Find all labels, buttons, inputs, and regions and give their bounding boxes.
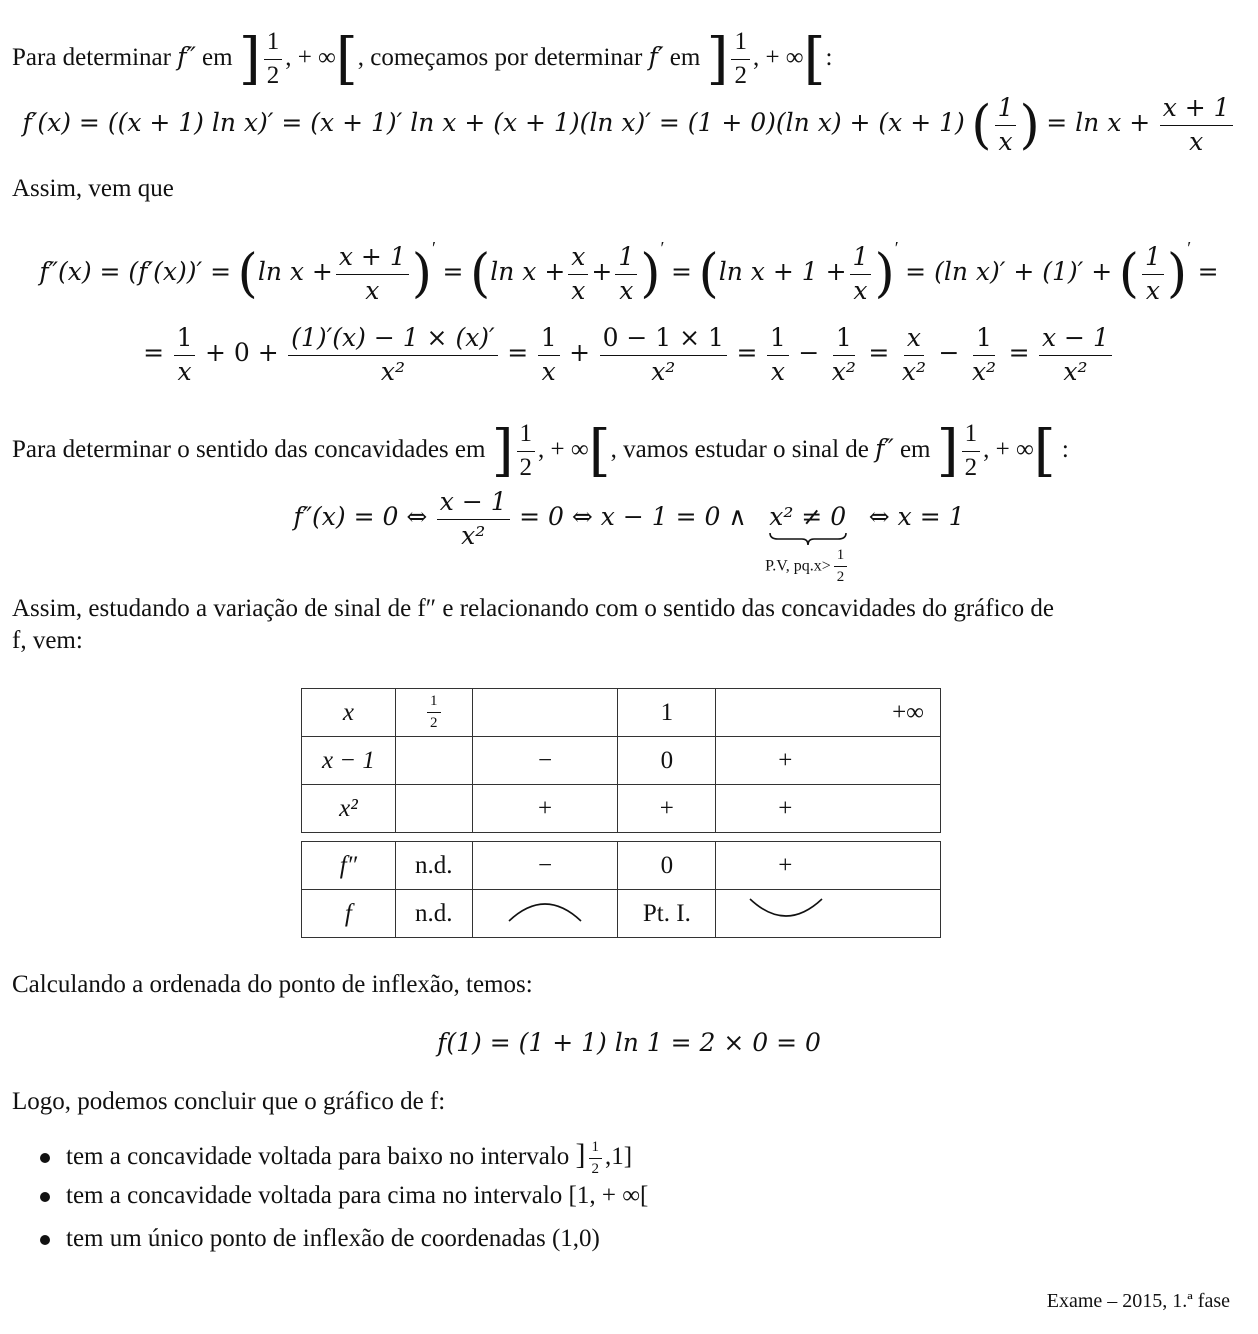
variation-line2: f, vem: — [12, 627, 83, 654]
ordinate-paragraph: Calculando a ordenada do ponto de inflexão, temos: — [12, 971, 533, 998]
intro-text-c: , começamos por determinar — [357, 43, 643, 71]
equation-zero-of-f2: f″(x) = 0 ⇔ $\frac{x - 1}{\text{x²}}$ = 0 ⇔ x − 1 = 0 ∧ x² ≠ 0 P.V, pq.x> $\frac{1}{2}$ ⇔ x = 1 — [293, 487, 965, 586]
intro-text-d: em — [669, 43, 701, 71]
intro-paragraph: Para determinar f″ em ] $\frac{1}{2}$ , + ∞[, começamos por determinar f′ em ] $\frac{1}{2}$ , + ∞[: — [12, 26, 833, 92]
list-item: tem a concavidade voltada para cima no intervalo [1, + ∞[ — [40, 1182, 648, 1210]
equation-f-of-1: f(1) = (1 + 1) ln 1 = 2 × 0 = 0 — [437, 1028, 821, 1057]
table-row: x − 1 − 0 + — [302, 737, 941, 785]
interval-half-2: $\frac{1}{2}$ — [731, 28, 750, 91]
interval-inf-2: , + ∞ — [752, 43, 804, 71]
conclusion-paragraph: Logo, podemos concluir que o gráfico de f: — [12, 1088, 446, 1115]
bullet-icon — [40, 1235, 50, 1245]
concave-down-icon — [505, 895, 585, 925]
underbrace: x² ≠ 0 P.V, pq.x> $\frac{1}{2}$ — [765, 502, 847, 586]
table-row: f″ n.d. − 0 + — [302, 842, 941, 890]
exam-source: Exame – 2015, 1.ª fase — [1046, 1290, 1230, 1312]
open-bracket: ] — [238, 26, 261, 92]
eq1-rhs: = ln x + — [1046, 108, 1151, 138]
list-item: tem um único ponto de inflexão de coordenadas (1,0) — [40, 1225, 600, 1253]
eq1-rhs-frac: $\frac{x + 1}{x}$ — [1160, 94, 1233, 157]
brace-icon — [768, 531, 848, 547]
interval-half: $\frac{1}{2}$ — [264, 28, 283, 91]
concavity-paragraph: Para determinar o sentido das concavidades em ] $\frac{1}{2}$ , + ∞[, vamos estudar o sinal de f″ em ] $\frac{1}{2}$ , + ∞[ : — [12, 418, 1069, 484]
interval-inf: , + ∞ — [285, 43, 336, 71]
close-bracket-2: [ — [803, 26, 826, 92]
close-bracket: [ — [335, 26, 358, 92]
equation-first-derivative: f′(x) = ((x + 1) ln x)′ = (x + 1)′ ln x + (x + 1)(ln x)′ = (1 + 0)(ln x) + (x + 1) ( $\frac{1}{x}$ ) = ln x + $\frac{x + 1}{x}$ — [0, 94, 1258, 157]
bullet-icon — [40, 1192, 50, 1202]
open-bracket-2: ] — [706, 26, 729, 92]
table-row: f n.d. Pt. I. — [302, 890, 941, 938]
concave-up-icon — [746, 895, 826, 925]
equation-simplification: = $\frac{1}{x}$ + 0 + $\frac{(1)'(x) - 1 \times (x)'}{\text{x²}}$ = $\frac{1}{x}$ + $\frac{0 - 1 \times 1}{\text{x²}}$ = $\frac{1}{x}$ − $\frac{1}{\text{x²}}$ = $\frac{x}{\text{x²}}$ − $\frac{1}{\text{x²}}$ = $\frac{x - 1}{\text{x²}}$ — [0, 324, 1258, 387]
assim-text: Assim, vem que — [12, 175, 174, 202]
f-double-prime: f″ — [177, 41, 196, 71]
bullet-icon — [40, 1153, 50, 1163]
intro-text-a: Para determinar — [12, 43, 171, 71]
variation-line1: Assim, estudando a variação de sinal de f″ e relacionando com o sentido das concavidades do gráfico de — [12, 595, 1054, 622]
equation-second-derivative: f″(x) = (f′(x))′ = (ln x + $\frac{x + 1}{x}$ )′ = (ln x + $\frac{x}{x}$ + $\frac{1}{x}$ )′ = (ln x + 1 + $\frac{1}{x}$ )′ = (ln x)′ + (1)′ + ( $\frac{1}{x}$ )′ = — [39, 238, 1219, 305]
sign-table-bottom — [301, 841, 941, 938]
sign-table-top — [301, 688, 941, 833]
eq1-lhs: f′(x) = ((x + 1) ln x)′ = (x + 1)′ ln x + (x + 1)(ln x)′ = (1 + 0)(ln x) + (x + 1) — [22, 108, 965, 138]
f-prime: f′ — [648, 41, 664, 71]
eq1-frac: $\frac{1}{x}$ — [995, 94, 1017, 157]
table-row: x $\frac{1}{2}$ 1 +∞ — [302, 689, 941, 737]
list-item: tem a concavidade voltada para baixo no intervalo ] $\frac{1}{2}$ ,1] — [40, 1138, 632, 1178]
table-row: x² + + + — [302, 785, 941, 833]
intro-text-b: em — [202, 43, 233, 71]
